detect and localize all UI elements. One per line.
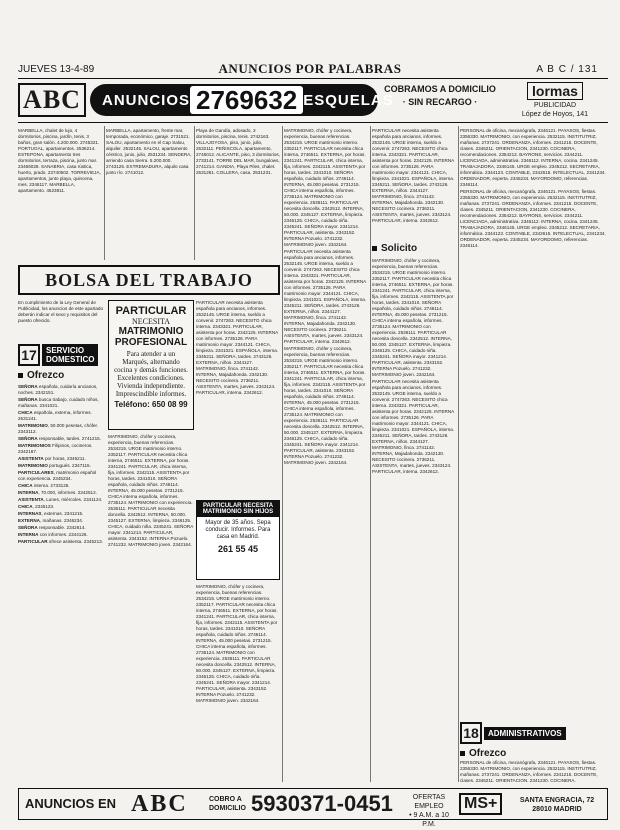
particular-title: PARTICULAR [115,305,187,317]
footer-ofertas-text: OFERTAS EMPLEO [412,794,446,810]
bolsa-notice: En cumplimiento de la Ley General de Publicidad, los anuncios de este apartado deberán indicar el sexo y requisitos del puesto ofrecido. [18,300,104,323]
classified-column-admin: PERSONAL de oficina, mecanógrafa, 2346121. PAYASOS, fiestas. 2356330. MATRIMONIO, con experiencia. 2532115. INSTITUTRIZ, mañanas. 2737241. ORDENANZA, informes. 2341215. DOCENTE, clases. 2345211. ORIENTACION, 2341230. COCINERA, [460,760,598,782]
classified-column-7a: PARTICULAR necesita asistenta española para ancianos, informes. 2532145. URGE interna, sueldo a convenir. 2747263. NECESITO chica interna. 2343321. PARTICULAR, asistenta por horas. 2342125. INTERNA con informes. 2735126. PARA matrimonio mayor. 2344121. CHICA, limpieza. 2341021. ESPAÑOLA, interna. 2345211. SEÑORA, tardes. 2743126. EXTERNA, niños. 2344127. MATRIMONIO, finca. 2741142. INTERNA, Majadahonda. 2342130. NECESITO cocinera. 2736211. ASISTENTA, martes, jueves. 2343124. PARTICULAR, interna. 2342612. [372,128,455,223]
classified-column-4: MATRIMONIO, chófer y cocinera, experiencia, buenas referencias. 2534215. URGE matrimonio interno. 2352117. PARTICULAR necesita chica interna, 2746511. EXTERNA, por horas. 2341241. PARTICULAR, chica interna, fija, informes. 2342115. ASISTENTA por horas, tardes. 2341010. SEÑORA española, cuidado niños. 2746114. INTERNA, 45.000 pesetas. 2731215. CHICA interna española, informes. 2735124. MATRIMONIO con experiencia. 2536111. PARTICULAR necesita doncella. 2342512. INTERNA, 50.000. 2345127. EXTERNA, limpieza. 2346125. CHICA, cuidado niña. 2345241. SEÑORA mayor. 2341214. PARTICULAR, asistenta. 2343152. INTERNA Pozuelo. 2741232. MATRIMONIO joven. 2342164. [108,434,194,547]
section-18-number: 18 [460,722,482,744]
matrimonio-card-body: Mayor de 35 años. Sepa conducir. Informes. Para casa en Madrid. [205,520,271,540]
lormas-address: López de Hoyos, 141 [521,111,589,118]
footer-abc-logo: ABC [131,791,188,817]
column-6-text-a: MATRIMONIO, chófer y cocinera, experiencia, buenas referencias. 2534215. URGE matrimonio interno. 2352117. PARTICULAR necesita chica interna, 2746511. EXTERNA, por horas. 2341241. PARTICULAR, chica interna, fija, informes. 2342115. ASISTENTA por horas, tardes. 2341010. SEÑORA española, cuidado niños. 2746114. INTERNA, 45.000 pesetas. 2731215. CHICA interna española, informes. 2735124. MATRIMONIO con experiencia. 2536111. PARTICULAR necesita doncella. 2342512. INTERNA, 50.000. 2345127. EXTERNA, limpieza. 2346125. CHICA, cuidado niña. 2345241. SEÑORA mayor. 2341214. PARTICULAR, asistenta. 2343152. INTERNA Pozuelo. 2741232. MATRIMONIO joven. 2342164. [284,128,366,247]
classified-column-5b: MATRIMONIO, chófer y cocinera, experiencia, buenas referencias. 2534215. URGE matrimonio interno. 2352117. PARTICULAR necesita chica interna, 2746511. EXTERNA, por horas. 2341241. PARTICULAR, chica interna, fija, informes. 2342115. ASISTENTA por horas, tardes. 2341010. SEÑORA española, cuidado niños. 2746114. INTERNA, 45.000 pesetas. 2731215. CHICA interna española, informes. 2735124. MATRIMONIO con experiencia. 2536111. PARTICULAR necesita doncella. 2342512. INTERNA, 50.000. 2345127. EXTERNA, limpieza. 2346125. CHICA, cuidado niña. 2345241. SEÑORA mayor. 2341214. PARTICULAR, asistenta. 2343152. INTERNA Pozuelo. 2741232. MATRIMONIO joven. 2342164. [196,584,278,703]
bullet-square-icon [18,373,23,378]
page-number: A B C / 131 [536,64,598,75]
ofrezco-label: Ofrezco [27,370,65,381]
abc-logo: ABC [18,83,86,117]
anuncios-label: ANUNCIOS [102,91,191,109]
ofrezco-heading [18,370,64,381]
classified-column-servicio: SEÑORA española, cuidaría ancianos, noches. 2342151. SEÑORA busca trabajo, cuidado niños, mañanas. 2341021. CHICA española, externa, informes. 2531241. MATRIMONIO, 50.000 pesetas, chófer. 2343112. SEÑORA responsable, tardes. 2741215. MATRIMONIOS Filipinos, cocineros. 2342167. ASISTENTA por horas, 2346211. MATRIMONIO portugués. 2347115. PARTICULARES, matrimonio español con experiencia. 2345234. CHICA interna. 2733125. INTERNA, 70.000, informes. 2342512. ASISTENTA, Lunes, miércoles. 2341124. CHICA, 2345123. INTERNAS, externas. 2341215. EXTERNA, mañanas. 2346234. SEÑORA responsable. 2342614. INTERNA con informes. 2344126. PARTICULAR ofrece asistenta. 2345213. [18,384,103,544]
bullet-square-icon [460,751,465,756]
column-8-text-a: PERSONAL de oficina, mecanógrafa, 2346121. PAYASOS, fiestas. 2356330. MATRIMONIO, con experiencia. 2532115. INSTITUTRIZ, mañanas. 2737241. ORDENANZA, informes. 2341215. DOCENTE, clases. 2345211. ORIENTACION, 2341230. COCINERA, recomendaciones. 2354212. BAYRONS, servicios. 2344211. LICENCIADA, administrativa. 2346112. INTERNA, cocina. 2341245. TRABAJADORA, 2346145. URGE empleo. 2345212. SECRETARIA, informática. 2344123. CONTABLE, 2342615. INTELECTUAL, 2341234. ORDENADOR, experta. 2345234. MAYORDOMO, referencias. 2346114. [460,128,606,187]
particular-necesita: NECESITA [131,317,171,326]
matrimonio-sin-hijos-ad [196,500,280,580]
column-divider [370,126,371,782]
footer-hours: • 9 A.M. a 10 P.M. [409,812,449,828]
banner-rule [18,122,608,123]
particular-line2: MATRIMONIO [118,326,184,337]
page-title: ANUNCIOS POR PALABRAS [218,61,402,76]
matrimonio-card-line2: MATRIMONIO SIN HIJOS [202,509,274,515]
particular-matrimonio-ad [108,300,194,430]
anuncios-phone: 2769632 [190,86,303,114]
column-6-text-b: PARTICULAR necesita asistenta española para ancianos, informes. 2532145. URGE interna, sueldo a convenir. 2747263. NECESITO chica interna. 2343321. PARTICULAR, asistenta por horas. 2342125. INTERNA con informes. 2735126. PARA matrimonio mayor. 2344121. CHICA, limpieza. 2341021. ESPAÑOLA, interna. 2345211. SEÑORA, tardes. 2743126. EXTERNA, niños. 2344127. MATRIMONIO, finca. 2741142. INTERNA, Majadahonda. 2342130. NECESITO cocinera. 2736211. ASISTENTA, martes, jueves. 2343124. PARTICULAR, interna. 2342612. [284,249,367,344]
particular-phone: 650 08 99 [152,400,188,409]
matrimonio-card-phone: 261 55 45 [217,544,259,554]
classified-column-2: MARBELLA, apartamento, frente mar, temporada, económico, garaje. 2731521. SALOU, apartamento en el Cap Salou, alquiler. 2532145. SALOU, apartamento céntrico, junio, julio, 2531234. SENDERA, arriendo casa Sierra. 5.200.000. 2743125. EXTREMADURA, alquilo casa junto río. 2741012. [106,128,192,175]
solicito-heading [372,243,417,254]
domicilio-notice [384,83,496,109]
section-label [42,344,98,366]
footer-ad [18,788,608,828]
classified-column-5a: PARTICULAR necesita asistenta española para ancianos, informes. 2532145. URGE interna, sueldo a convenir. 2747263. NECESITO chica interna. 2343321. PARTICULAR, asistenta por horas. 2342125. INTERNA con informes. 2735126. PARA matrimonio mayor. 2344121. CHICA, limpieza. 2341021. ESPAÑOLA, interna. 2345211. SEÑORA, tardes. 2743126. EXTERNA, niños. 2344127. MATRIMONIO, finca. 2741142. INTERNA, Majadahonda. 2342130. NECESITO cocinera. 2736211. ASISTENTA, martes, jueves. 2343124. PARTICULAR, interna. 2342612. [196,300,279,395]
column-7-text-b: PARTICULAR necesita asistenta española para ancianos, informes. 2532145. URGE interna, sueldo a convenir. 2747263. NECESITO chica interna. 2343321. PARTICULAR, asistenta por horas. 2342125. INTERNA con informes. 2735126. PARA matrimonio mayor. 2344121. CHICA, limpieza. 2341021. ESPAÑOLA, interna. 2345211. SEÑORA, tardes. 2743126. EXTERNA, niños. 2344127. MATRIMONIO, finca. 2741142. INTERNA, Majadahonda. 2342130. NECESITO cocinera. 2736211. ASISTENTA, martes, jueves. 2343124. PARTICULAR, interna. 2342612. [372,379,455,474]
column-8-text-b: PERSONAL de oficina, mecanógrafa, 2346121. PAYASOS, fiestas. 2356330. MATRIMONIO, con experiencia. 2532115. INSTITUTRIZ, mañanas. 2737241. ORDENANZA, informes. 2341215. DOCENTE, clases. 2345211. ORIENTACION, 2341230. COCINERA, recomendaciones. 2354212. BAYRONS, servicios. 2344211. LICENCIADA, administrativa. 2346112. INTERNA, cocina. 2341245. TRABAJADORA, 2346145. URGE empleo. 2345212. SECRETARIA, informática. 2344123. CONTABLE, 2342615. INTELECTUAL, 2341234. ORDENADOR, experta. 2345234. MAYORDOMO, referencias. 2346114. [460,189,606,248]
section-number: 17 [18,344,40,366]
particular-line3: PROFESIONAL [114,337,188,348]
footer-address [511,796,603,814]
recargo-text: · SIN RECARGO · [402,97,478,107]
column-divider [194,126,195,260]
column-7-text-a: MATRIMONIO, chófer y cocinera, experiencia, buenas referencias. 2534215. URGE matrimonio interno. 2352117. PARTICULAR necesita chica interna, 2746511. EXTERNA, por horas. 2341241. PARTICULAR, chica interna, fija, informes. 2342115. ASISTENTA por horas, tardes. 2341010. SEÑORA española, cuidado niños. 2746114. INTERNA, 45.000 pesetas. 2731215. CHICA interna española, informes. 2735124. MATRIMONIO con experiencia. 2536111. PARTICULAR necesita doncella. 2342512. INTERNA, 50.000. 2345127. EXTERNA, limpieza. 2346125. CHICA, cuidado niña. 2345241. SEÑORA mayor. 2341214. PARTICULAR, asistenta. 2343152. INTERNA Pozuelo. 2741232. MATRIMONIO joven. 2342164. [372,258,454,377]
column-divider [104,126,105,260]
matrimonio-card-line1: PARTICULAR NECESITA [202,503,274,509]
domicilio-text: COBRAMOS A DOMICILIO [384,84,496,94]
header-rule [18,78,608,79]
column-6-text-c: MATRIMONIO, chófer y cocinera, experiencia, buenas referencias. 2534215. URGE matrimonio interno. 2352117. PARTICULAR necesita chica interna, 2746511. EXTERNA, por horas. 2341241. PARTICULAR, chica interna, fija, informes. 2342115. ASISTENTA por horas, tardes. 2341010. SEÑORA española, cuidado niños. 2746114. INTERNA, 45.000 pesetas. 2731215. CHICA interna española, informes. 2735124. MATRIMONIO con experiencia. 2536111. PARTICULAR necesita doncella. 2342512. INTERNA, 50.000. 2345127. EXTERNA, limpieza. 2346125. CHICA, cuidado niña. 2345241. SEÑORA mayor. 2341214. PARTICULAR, asistenta. 2343152. INTERNA Pozuelo. 2741232. MATRIMONIO joven. 2342164. [284,346,366,465]
anuncios-pill [90,84,394,116]
footer-ms-brand: MS+ [459,793,502,815]
classified-column-3: Playa de Gandía, adosado, 3 dormitorios, piscina, tenis. 2742163. VILLAJOYOSA, piso, junio, julio, 2532111. PEÑISCOLA, apartamento, 2746012. ALICANTE, piso, 3 dormitorios, 2733141. TORRE DEL MAR, bungalows, 2741214. GANDIA, Playa Piles, chalet. 2531261. COLLERA, casa. 2531231. [196,128,280,175]
section-17-header [18,344,98,366]
footer-ofertas [405,793,453,829]
classified-column-7b [372,258,456,780]
admin-ofrezco-label: Ofrezco [469,748,507,759]
footer-anuncios-en: ANUNCIOS EN [25,796,117,811]
admin-ofrezco-heading [460,748,506,759]
lormas-brand: lormas [527,82,583,100]
footer-phone: 5930371-0451 [251,791,393,816]
section-18-label: ADMINISTRATIVOS [484,727,566,740]
esquelas-label: ESQUELAS [303,91,394,109]
lormas-ad [504,83,606,119]
bolsa-del-trabajo-heading: BOLSA DEL TRABAJO [18,265,280,295]
section-label-line1: SERVICIO [46,346,85,355]
header-date: JUEVES 13-4-89 [18,64,95,75]
classified-column-6 [284,128,368,780]
matrimonio-card-head [197,501,279,517]
particular-phone-label: Teléfono: [114,400,150,409]
classified-column-1: MARBELLA, chalet de lujo, 4 dormitorios, piscina, jardín, tenis, 3 baños, gran salón. 4.200.000. 2745321. PORTUGAL, apartamentos. 2536214. ESTEPONA, apartamento tres dormitorios, terraza, piscina, junto mar. 23466028. SANABRIA, casa rústica, huerto, prado. 23740502. TORREVIEJA, apartamentos, junto playa, quincena, mes. 2346117. MARBELLA, apartamento. 4523811. [18,128,101,193]
column-divider [282,126,283,782]
solicito-label: Solicito [381,243,418,254]
section-18-header [460,722,566,744]
bullet-square-icon [372,246,377,251]
footer-cobro: COBRO A DOMICILIO [209,796,246,812]
section-label-line2: DOMESTICO [46,355,95,364]
footer-address-line1: SANTA ENGRACIA, 72 [519,797,595,804]
column-divider [458,126,459,782]
footer-address-line2: 28010 MADRID [532,806,582,813]
particular-body: Para atender a un Marqués, alternando cocina y demás funciones. Excelentes condiciones. Vivienda independiente. Imprescindible informes. [114,350,188,398]
lormas-sub: PUBLICIDAD [533,102,576,109]
abc-banner [18,83,606,119]
classified-column-8 [460,128,608,718]
